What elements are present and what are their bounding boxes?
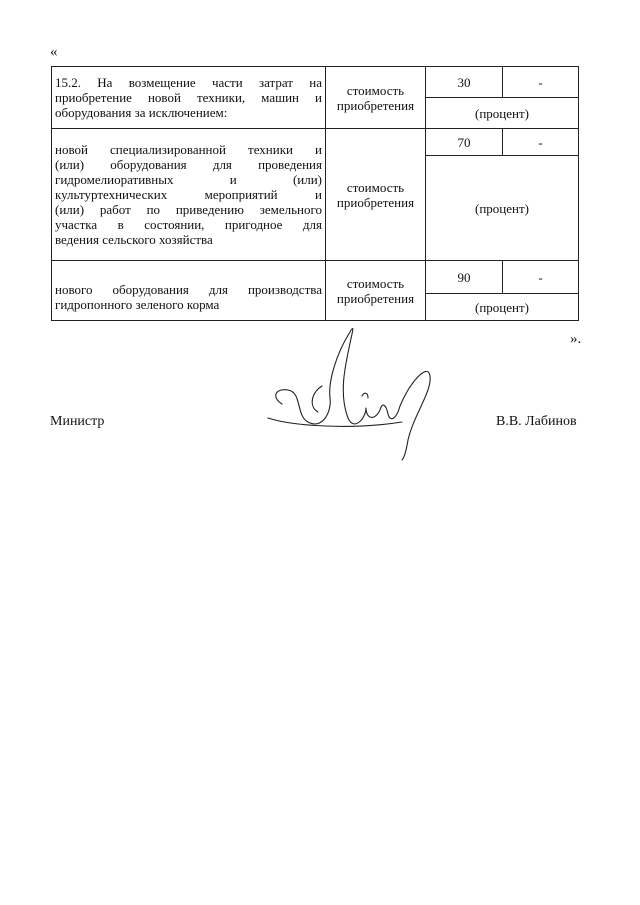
row-description: нового оборудования для производства гидропонного зеленого корма <box>52 261 326 321</box>
signatory-position: Министр <box>50 414 105 429</box>
rate-unit: (процент) <box>426 98 579 129</box>
signatory-name: В.В. Лабинов <box>496 414 577 429</box>
table-row <box>52 129 579 156</box>
table-row <box>52 261 579 294</box>
rate-extra: - <box>503 261 579 294</box>
rate-value: 70 <box>426 129 503 156</box>
closing-quote: ». <box>570 331 582 347</box>
rate-extra: - <box>503 67 579 98</box>
rate-unit: (процент) <box>426 156 579 261</box>
rate-extra: - <box>503 129 579 156</box>
rate-unit: (процент) <box>426 294 579 321</box>
signature-icon <box>262 322 442 462</box>
opening-quote: « <box>50 44 58 60</box>
subsidy-rates-table <box>51 66 579 321</box>
row-basis: стоимость приобретения <box>326 129 426 261</box>
rate-value: 30 <box>426 67 503 98</box>
row-description: 15.2. На возмещение части затрат на приобретение новой техники, машин и оборудования за исключением: <box>52 67 326 129</box>
rate-value: 90 <box>426 261 503 294</box>
table-row <box>52 67 579 98</box>
row-basis: стоимость приобретения <box>326 67 426 129</box>
row-basis: стоимость приобретения <box>326 261 426 321</box>
row-description: новой специализированной техники и (или) оборудования для проведения гидромелиоративных и (или) культуртехнических мероприятий и (или) работ по приведению земельного участка в состоянии, пригодное для ведения сельского хозяйства <box>52 129 326 261</box>
